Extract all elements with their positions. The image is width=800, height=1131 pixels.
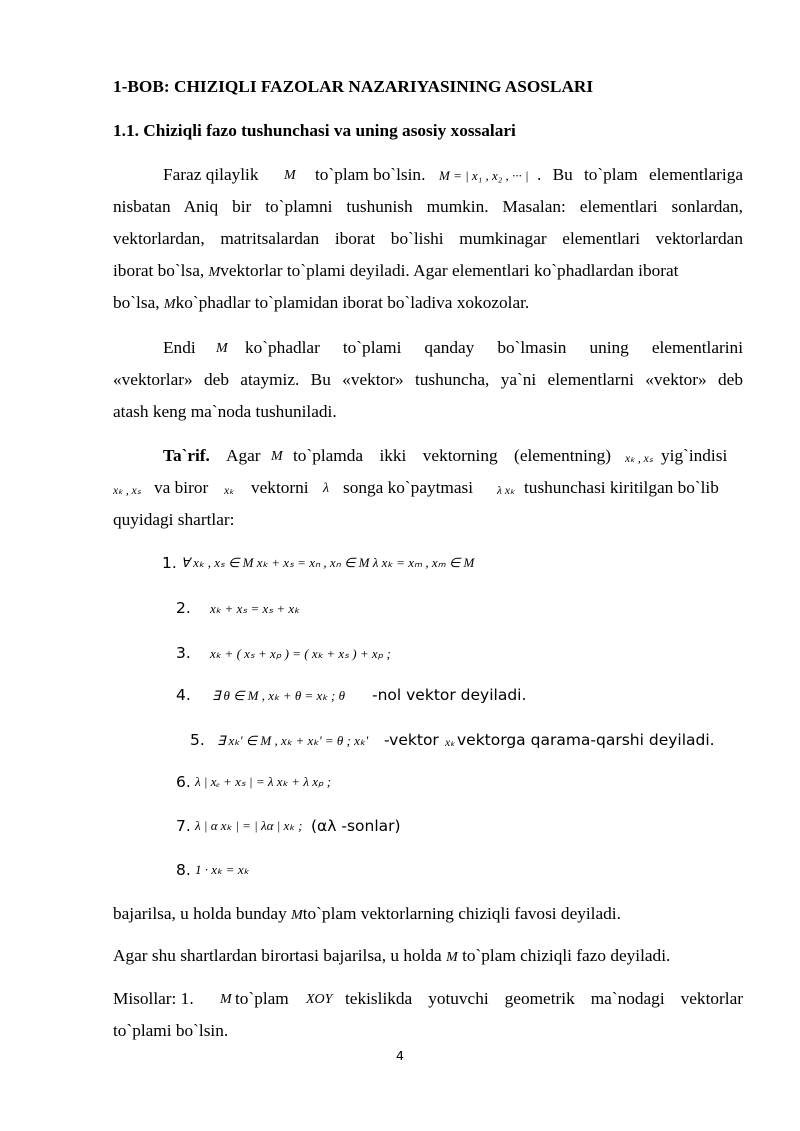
math-M: M [220, 992, 232, 1007]
math-xk-xs: xₖ , xₛ [625, 453, 654, 465]
p1-line3: vektorlardan, matritsalardan iborat bo`lishi mumkinagar elementlari vektorlardan [113, 229, 743, 248]
section-title: 1.1. Chiziqli fazo tushunchasi va uning asosiy xossalari [113, 121, 516, 140]
conclusion-1: bajarilsa, u holda bunday Mto`plam vektorlarning chiziqli favosi deyiladi. [113, 904, 621, 923]
math-M: M [291, 908, 303, 923]
math-xoy: XOY [306, 992, 333, 1007]
math-M: M [163, 297, 176, 312]
math-M: M [284, 168, 296, 183]
math-M: M [208, 265, 221, 280]
math-lambda: λ [323, 481, 330, 496]
math-M: M [446, 950, 458, 965]
p1-line5: bo`lsa, Mko`phadlar to`plamidan iborat bo`ladiva xokozolar. [113, 293, 530, 312]
math-lambda-xk: λ xₖ [497, 485, 515, 497]
p2-line3: atash keng ma`noda tushuniladi. [113, 402, 337, 421]
p2-line2: «vektorlar» deb ataymiz. Bu «vektor» tushuncha, ya`ni elementlarni «vektor» deb [113, 370, 743, 389]
math-M: M [271, 449, 283, 464]
math-M: M [216, 341, 228, 356]
p1-line2: nisbatan Aniq bir to`plamni tushunish mumkin. Masalan: elementlari sonlardan, [113, 197, 743, 216]
math-xk: xₖ [224, 485, 235, 497]
definition-label: Ta`rif. [163, 446, 210, 465]
math-xk-xs: xₖ , xₛ [113, 485, 142, 497]
document-page: 1-BOB: CHIZIQLI FAZOLAR NAZARIYASINING ASOSLARI 1.1. Chiziqli fazo tushunchasi va uning asosiy xossalari Faraz qilaylik M to`plam bo`lsin. M = | x₁ , x₂ , ··· | . Bu to`plam elementlariga nisbatan Aniq bir to`plamni tushunish mumkin. Masalan: elementlari sonlardan, vektorlardan, matritsalardan iborat bo`lishi mumkinagar elementlari vektorlardan iborat bo`lsa, Mvektorlar to`plami deyiladi. Agar elementlari ko`phadlardan iborat bo`lsa, Mko`phadlar to`plamidan iborat bo`ladiva xokozolar. Endi M ko`phadlar to`plami qanday bo`lmasin uning elementlarini «vektorlar» deb ataymiz. Bu «vektor» tushuncha, ya`ni elementlarni «vektor» deb atash keng ma`noda tushuniladi. Ta`rif. Agar M to`plamda ikki vektorning (elementning) xₖ , xₛ yig`indisi xₖ , xₛ va biror xₖ vektorni λ songa ko`paytmasi λ xₖ tushunchasi kiritilgan bo`lib quyidagi shartlar: 1. ∀ xₖ , xₛ ∈ M xₖ + xₛ = xₙ , xₙ ∈ M λ xₖ = xₘ , xₘ ∈ M 2. xₖ + xₛ = xₛ + xₖ 3. xₖ + ( xₛ + xₚ ) = ( xₖ + xₛ ) + xₚ ; 4. ∃ θ ∈ M , xₖ + θ = xₖ ; θ -nol vektor deyiladi. 5. ∃ xₖ' ∈ M , xₖ + xₖ' = θ ; xₖ' -vektor xₖ vektorga qarama-qarshi deyiladi. 6. λ | xₑ + xₛ | = λ xₖ + λ xₚ ; 7. λ | α xₖ | = | λα | xₖ ; (αλ -sonlar) 8. 1 · xₖ = xₖ bajarilsa, u holda bunday Mto`plam vektorlarning chiziqli favosi deyiladi. Agar shu shartlardan birortasi bajarilsa, u holda M to`plam chiziqli fazo deyiladi. Misollar: 1. M to`plam XOY tekislikda yotuvchi geometrik ma`nodagi vektorlar to`plami bo`lsin. 4 [0, 0, 800, 1131]
page-number: 4 [396, 1048, 404, 1063]
example-line2: to`plami bo`lsin. [113, 1021, 229, 1040]
chapter-title: 1-BOB: CHIZIQLI FAZOLAR NAZARIYASINING ASOSLARI [113, 77, 594, 96]
p1-line4: iborat bo`lsa, Mvektorlar to`plami deyiladi. Agar elementlari ko`phadlardan iborat [113, 261, 679, 280]
def-line3: quyidagi shartlar: [113, 510, 235, 529]
math-set: M = | x₁ , x₂ , ··· | [439, 168, 529, 183]
conclusion-2: Agar shu shartlardan birortasi bajarilsa, u holda M to`plam chiziqli fazo deyiladi. [113, 946, 671, 965]
